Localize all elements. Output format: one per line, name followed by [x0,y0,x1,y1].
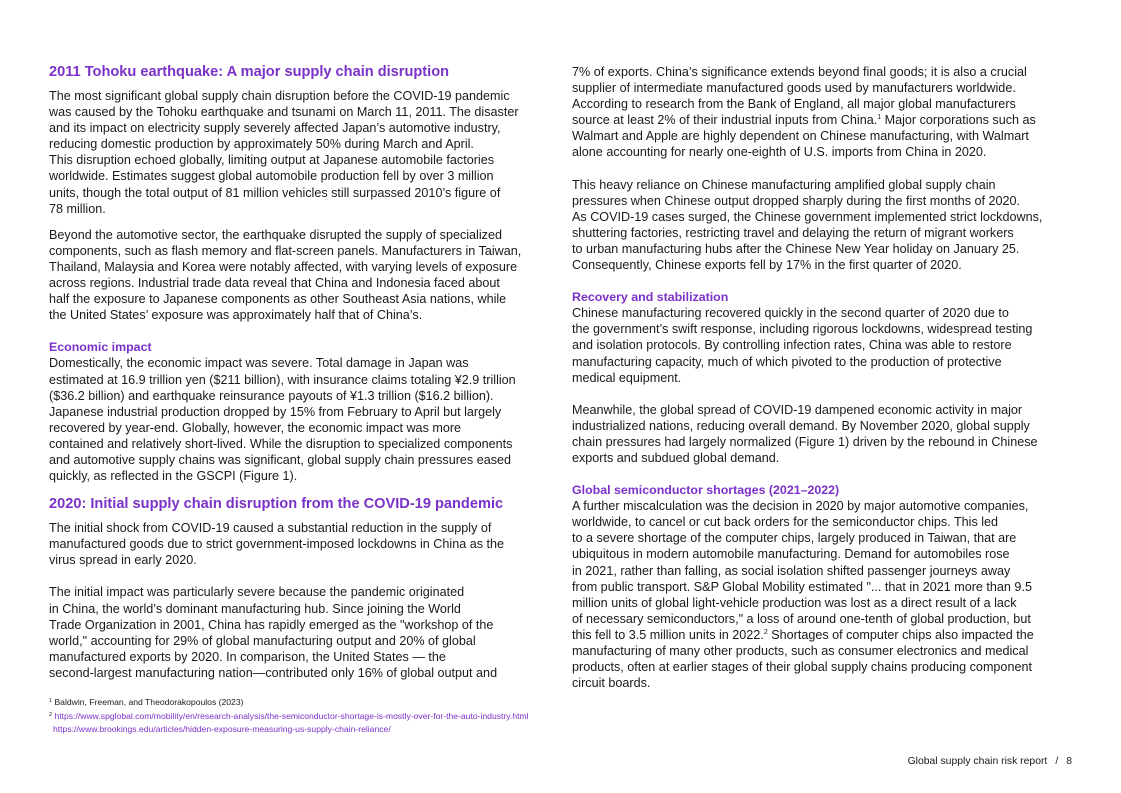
text-line: components, such as flash memory and flat-screen panels. Manufacturers in Taiwan, [49,243,522,258]
text-line: 78 million. [49,201,106,216]
china-paragraph-2 [572,177,1072,274]
tohoku-paragraph-2 [49,227,549,324]
text-line: The initial shock from COVID-19 caused a substantial reduction in the supply of [49,521,492,536]
section-heading-covid: 2020: Initial supply chain disruption from the COVID-19 pandemic [49,496,504,513]
text-line: across regions. Industrial trade data reveal that China and Indonesia faced about [49,276,500,291]
covid-paragraph-2 [49,584,549,681]
text-line: Japanese industrial production dropped by 15% from February to April but largely [49,404,502,419]
page-number: 8 [1066,756,1072,767]
section-heading-tohoku: 2011 Tohoku earthquake: A major supply chain disruption [49,64,450,80]
text-line: quickly, as reflected in the GSCPI (Figure 1). [49,469,298,484]
text-line: and isolation protocols. By controlling infection rates, China was able to restore [572,338,1012,353]
text-line: industrialized nations, reducing overall demand. By November 2020, global supply [572,418,1030,433]
footnote-link-spglobal[interactable]: https://www.spglobal.com/mobility/en/research-analysis/the-semiconductor-shortage-is-mostly-over-for-the-auto-industry.html [54,710,529,721]
text-line: world," accounting for 29% of global manufacturing output and 20% of global [49,633,476,648]
text-line: estimated at 16.9 trillion yen ($211 billion), with insurance claims totaling ¥2.9 trillion [49,372,516,387]
text-fragment: Major corporations such as [881,113,1036,128]
text-line: manufactured goods due to strict government-imposed lockdowns in China as the [49,537,505,552]
left-column [49,62,549,681]
text-line: the government’s swift response, including rigorous lockdowns, widespread testing [572,322,1033,337]
covid-paragraph-1 [49,520,549,568]
text-line: manufacturing capacity, much of which pivoted to the production of protective [572,354,1002,369]
text-line: pressures when Chinese output dropped sharply during the first months of 2020. [572,193,1021,208]
text-line: A further miscalculation was the decision in 2020 by major automotive companies, [572,499,1029,514]
text-line: and its impact on electricity supply severely affected Japan’s automotive industry, [49,121,501,136]
text-line: Trade Organization in 2001, China has rapidly emerged as the "workshop of the [49,617,494,632]
footnote-link-brookings[interactable]: https://www.brookings.edu/articles/hidden-exposure-measuring-us-supply-chain-reliance/ [53,724,391,734]
text-line: manufactured exports by 2020. In comparison, the United States — the [49,649,446,664]
text-line: alone accounting for nearly one-eighth of U.S. imports from China in 2020. [572,145,987,160]
text-line: worldwide. Estimates suggest global automobile production fell by over 3 million [49,169,494,184]
text-line: shuttering factories, restricting travel and delaying the return of migrant workers [572,225,1014,240]
text-line [572,112,1072,128]
footnotes [49,696,529,737]
recovery-paragraph-2 [572,402,1072,466]
text-fragment: Shortages of computer chips also impacted the [767,627,1034,642]
right-column [572,64,1072,691]
footnote-2 [49,710,529,724]
text-line: to a severe shortage of the computer chips, largely produced in Taiwan, that are [572,531,1017,546]
text-line: of necessary semiconductors," a loss of around one-tenth of global production, but [572,611,1031,626]
text-line: the United States’ exposure was approximately half that of China’s. [49,308,423,323]
text-line: This heavy reliance on Chinese manufacturing amplified global supply chain [572,177,996,192]
tohoku-paragraph-1 [49,88,549,217]
text-line: million units of global light-vehicle production was lost as a direct result of a lack [572,595,1017,610]
text-line: Chinese manufacturing recovered quickly in the second quarter of 2020 due to [572,306,1009,321]
footnote-2-continued [49,723,529,737]
text-line: Walmart and Apple are highly dependent on Chinese manufacturing, with Walmart [572,129,1029,144]
economic-impact-paragraph [49,355,549,484]
text-line: Meanwhile, the global spread of COVID-19 dampened economic activity in major [572,402,1023,417]
text-line: Beyond the automotive sector, the earthquake disrupted the supply of specialized [49,227,502,242]
text-line: in China, the world’s dominant manufacturing hub. Since joining the World [49,601,461,616]
text-line: According to research from the Bank of England, all major global manufacturers [572,97,1016,112]
footnote-number: 1 [49,698,53,704]
text-line: Domestically, the economic impact was severe. Total damage in Japan was [49,356,469,371]
text-line: supplier of intermediate manufactured goods used by manufacturers worldwide. [572,81,1016,96]
footer-separator: / [1055,756,1059,767]
text-line: was caused by the Tohoku earthquake and tsunami on March 11, 2011. The disaster [49,105,519,120]
text-line: half the exposure to Japanese components as other Southeast Asia nations, while [49,292,507,307]
text-line: in 2021, rather than falling, as social isolation shifted passenger journeys away [572,563,1011,578]
text-line: medical equipment. [572,370,682,385]
text-line: ($36.2 billion) and earthquake reinsurance payouts of ¥1.3 trillion ($16.2 billion). [49,388,494,403]
footnote-ref-1: 1 [877,114,882,122]
text-line: exports and subdued global demand. [572,450,780,465]
text-fragment: this fell to 3.5 million units in 2022. [572,627,764,642]
text-line: recovered by year-end. Globally, however, the economic impact was more [49,420,462,435]
text-line: The most significant global supply chain disruption before the COVID-19 pandemic [49,89,510,103]
subheading-recovery: Recovery and stabilization [572,290,729,305]
text-line: contained and relatively short-lived. While the disruption to specialized components [49,436,513,451]
text-line: chain pressures had largely normalized (Figure 1) driven by the rebound in Chinese [572,434,1038,449]
text-line: As COVID-19 cases surged, the Chinese government implemented strict lockdowns, [572,209,1043,224]
china-paragraph-1 [572,64,1072,161]
text-line: Consequently, Chinese exports fell by 17% in the first quarter of 2020. [572,258,962,273]
footnote-number: 2 [49,711,53,718]
text-line: ubiquitous in modern automobile manufacturing. Demand for automobiles rose [572,547,1010,562]
page-footer [908,756,1072,767]
footnote-1 [49,696,529,710]
text-line: from public transport. S&P Global Mobility estimated "... that in 2021 more than 9.5 [572,579,1032,594]
text-line: This disruption echoed globally, limiting output at Japanese automobile factories [49,153,495,168]
subheading-economic-impact: Economic impact [49,340,152,355]
text-line: 7% of exports. China’s significance extends beyond final goods; it is also a crucial [572,65,1027,79]
text-line: worldwide, to cancel or cut back orders for the semiconductor chips. This led [572,515,999,530]
text-line: to urban manufacturing hubs after the Chinese New Year holiday on January 25. [572,241,1020,256]
text-line: circuit boards. [572,676,651,691]
text-line: and automotive supply chains was significant, global supply chain pressures eased [49,452,512,467]
text-line: Thailand, Malaysia and Korea were notably affected, with varying levels of exposure [49,259,518,274]
report-title: Global supply chain risk report [907,756,1048,767]
text-line: The initial impact was particularly severe because the pandemic originated [49,585,465,600]
text-line: reducing domestic production by approximately 50% during March and April. [49,137,474,152]
text-fragment: source at least 2% of their industrial inputs from China. [572,113,878,128]
subheading-semiconductor: Global semiconductor shortages (2021–2022) [572,483,840,498]
text-line [572,627,1072,643]
text-line: products, often at earlier stages of their global supply chains producing component [572,660,1032,675]
recovery-paragraph-1 [572,305,1072,385]
semiconductor-paragraph [572,498,1072,691]
footnote-text: Baldwin, Freeman, and Theodorakopoulos (2023) [54,697,244,707]
text-line: second-largest manufacturing nation—contributed only 16% of global output and [49,665,498,680]
text-line: virus spread in early 2020. [49,553,197,568]
text-line: units, though the total output of 81 million vehicles still surpassed 2010’s figure of [49,185,501,200]
text-line: manufacturing of many other products, such as consumer electronics and medical [572,644,1029,658]
footnote-ref-2: 2 [763,628,768,636]
